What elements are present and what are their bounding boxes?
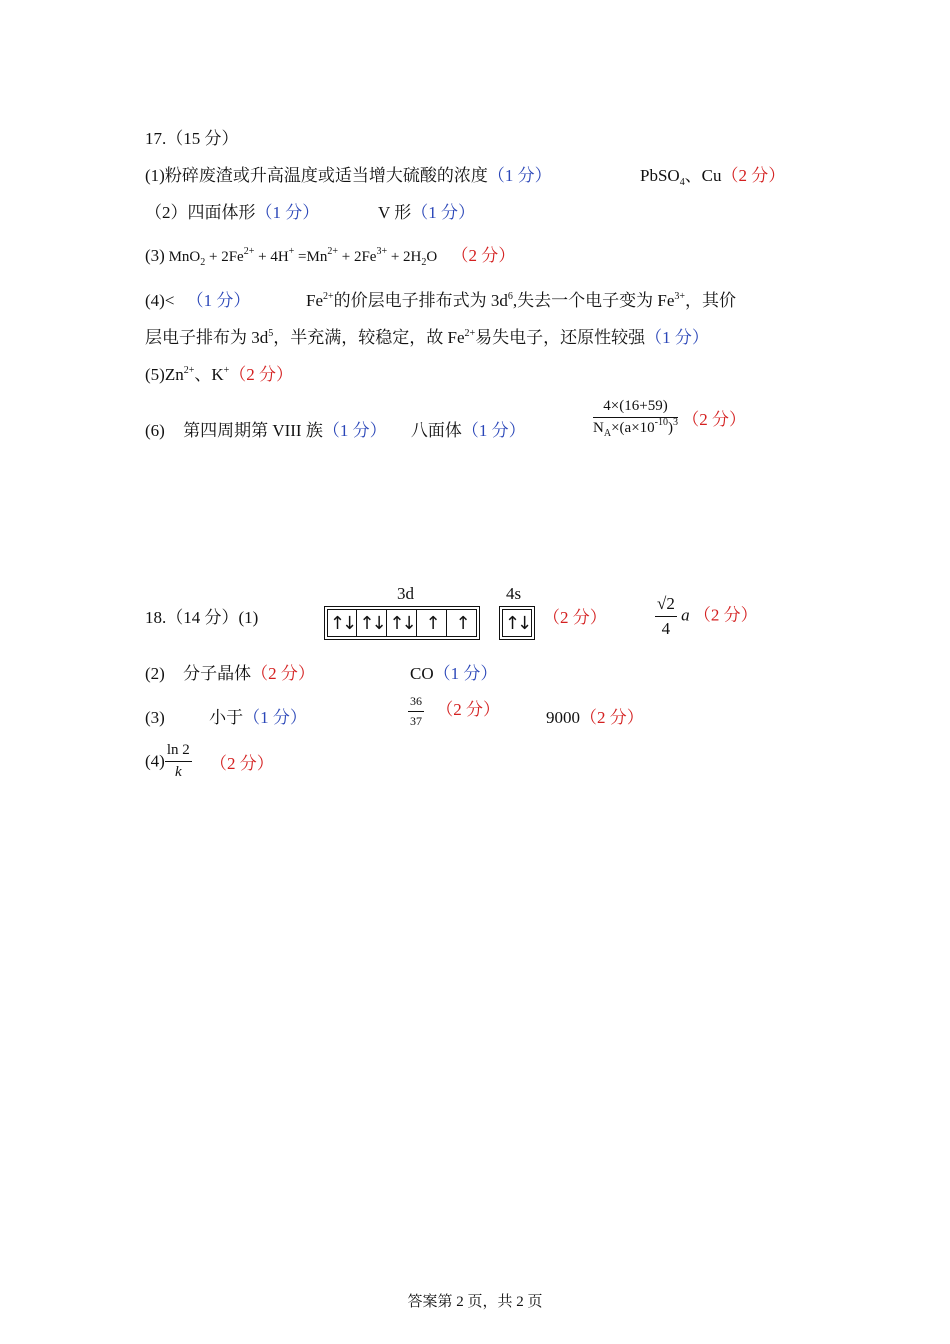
q17-part1 [145,161,552,186]
page-footer: 答案第 2 页，共 2 页 [407,1294,543,1310]
orbital-box-paired: ↑↓ [502,609,532,637]
orbital-box-paired: ↑↓ [357,609,387,637]
q17-p2-answer: V 形（1 分） [378,203,475,222]
q18-p1-score1: （2 分） [543,608,607,627]
orbital-box-single: ↑ [447,609,477,637]
q17-p6-score3: （2 分） [682,410,746,429]
q17-p4-line1-right: $Fe^{2+}$的价层电子排布式为 $3d^6$,失去一个电子变为 $Fe^{3+}$，其价 [306,291,737,310]
q17-p3-score: （2 分） [451,246,516,265]
orbital-box-paired: ↑↓ [387,609,417,637]
q17-p1-text: (1)粉碎废渣或升高温度或适当增大硫酸的浓度 [145,166,488,185]
q17-p3-equation: $MnO_2 + 2Fe^{2+} + 4H^+ =Mn^{2+} + 2Fe^{3+} + 2H_2O$ [164,246,438,268]
q18-part3: (3) 小于（1 分） [145,708,307,727]
q18-p3-fraction: $\frac{36}{37}$ （2 分） [410,694,500,728]
orbital-diagram-4s [499,606,535,640]
q17-part4-line2: 层电子排布为 $3d^5$，半充满，较稳定，故 $Fe^{2+}$易失电子，还原性较强（1 分） [145,328,709,347]
q17-p6-density-formula: $\frac{4\times(16+59)}{N_A\times(a\times 10^{-10})^3}$ （2 分） [593,398,746,439]
q17-p1-score2: （2 分） [721,166,786,185]
q18-part2: (2) 分子晶体（2 分） [145,664,315,683]
q18-p2-answer2: CO（1 分） [410,664,498,683]
orbital-diagram-3d [324,606,480,640]
q17-p1-answer: PbSO$_4$、Cu（2 分） [640,166,786,188]
orbital-box-single: ↑ [417,609,447,637]
q18-part4: (4) $\frac{\ln 2}{k}$ （2 分） [145,742,274,780]
q17-part2: （2）四面体形（1 分） [145,203,320,222]
q18-title: 18.（14 分）(1) [145,608,259,627]
q17-part3: (3) $MnO_2 + 2Fe^{2+} + 4H^+ =Mn^{2+} + 2Fe^{3+} + 2H_2O$ （2 分） [145,246,516,268]
orbital-3d-label: 3d [397,584,414,603]
q17-p1-score1: （1 分） [487,166,552,185]
q18-p3-answer3: 9000（2 分） [546,708,644,727]
q17-part4-line1: (4)< （1 分） [145,291,251,310]
q17-part6: (6) 第四周期第 VIII 族（1 分） 八面体（1 分） [145,421,526,440]
q18-p1-answer: $\frac{√2}{4}$ a （2 分） [657,594,758,638]
orbital-4s-label: 4s [506,584,522,603]
q17-title: 17.（15 分） [145,129,239,148]
orbital-box-paired: ↑↓ [327,609,357,637]
q17-part5: $(5)Zn^{2+}$、K+（2 分） [145,365,294,384]
